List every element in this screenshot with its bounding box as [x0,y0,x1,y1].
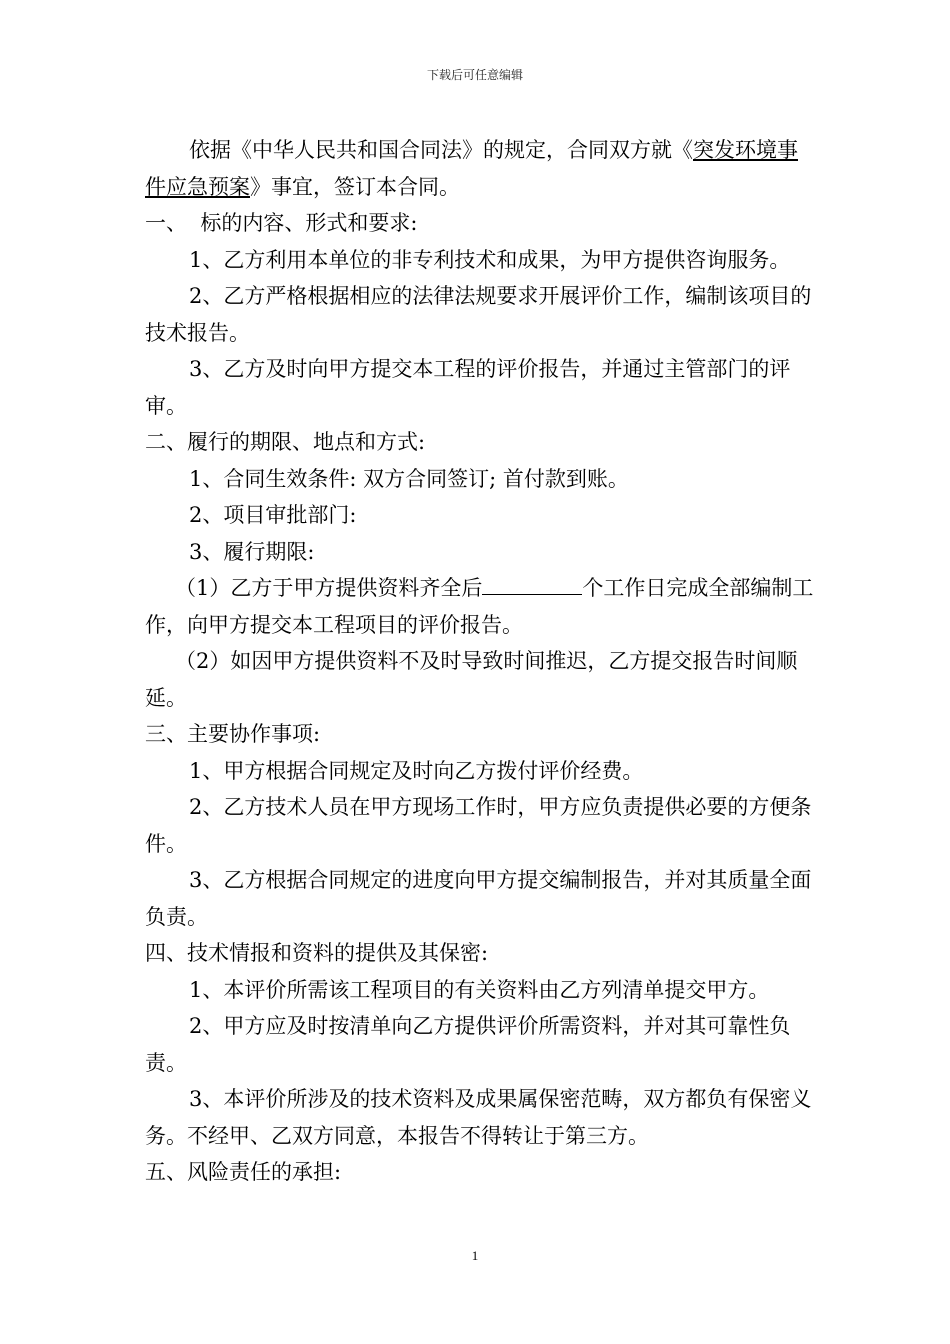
page-number: 1 [471,1248,479,1263]
section-4-item: 3、本评价所涉及的技术资料及成果属保密范畴，双方都负有保密义务。不经甲、乙双方同意，本报告不得转让于第三方。 [145,1087,812,1148]
section-4-heading: 四、技术情报和资料的提供及其保密: [145,941,489,965]
intro-text-after: 》事宜，签订本合同。 [250,174,460,199]
project-name: 突发环境事件应急预案 [145,138,798,199]
section-2-item: 2、项目审批部门: [189,503,357,527]
working-days-blank [482,574,582,595]
section-3-heading: 三、主要协作事项: [145,722,321,746]
section-2-item: 1、合同生效条件: 双方合同签订; 首付款到账。 [189,466,629,491]
subitem-1-text-after: 个工作日完成全部编制工作，向甲方提交本工程项目的评价报告。 [145,576,814,637]
section-1-item: 1、乙方利用本单位的非专利技术和成果，为甲方提供咨询服务。 [189,247,791,272]
section-2-subitem-2: （2）如因甲方提供资料不及时导致时间推迟，乙方提交报告时间顺延。 [145,649,798,710]
intro-paragraph [145,132,815,205]
section-2-item: 3、履行期限: [189,539,315,564]
section-2-subitem-1 [145,570,815,643]
section-4-item: 2、甲方应及时按清单向乙方提供评价所需资料，并对其可靠性负责。 [145,1014,791,1075]
subitem-1-text-before: （1）乙方于甲方提供资料齐全后 [175,576,483,600]
page-header: 下载后可任意编辑 [426,68,523,82]
section-3-item: 1、甲方根据合同规定及时向乙方拨付评价经费。 [189,758,644,783]
section-3-item: 2、乙方技术人员在甲方现场工作时，甲方应负责提供必要的方便条件。 [145,795,812,856]
section-1-heading: 一、 标的内容、形式和要求: [145,211,418,235]
contract-body [145,132,815,1191]
section-3-item: 3、乙方根据合同规定的进度向甲方提交编制报告，并对其质量全面负责。 [145,868,812,929]
section-2-heading: 二、履行的期限、地点和方式: [145,430,426,454]
intro-text-before: 依据《中华人民共和国合同法》的规定，合同双方就《 [189,138,693,162]
section-5-heading: 五、风险责任的承担: [145,1160,342,1184]
section-1-item: 3、乙方及时向甲方提交本工程的评价报告，并通过主管部门的评审。 [145,357,791,418]
section-1-item: 2、乙方严格根据相应的法律法规要求开展评价工作，编制该项目的技术报告。 [145,284,812,345]
section-4-item: 1、本评价所需该工程项目的有关资料由乙方列清单提交甲方。 [189,977,770,1002]
